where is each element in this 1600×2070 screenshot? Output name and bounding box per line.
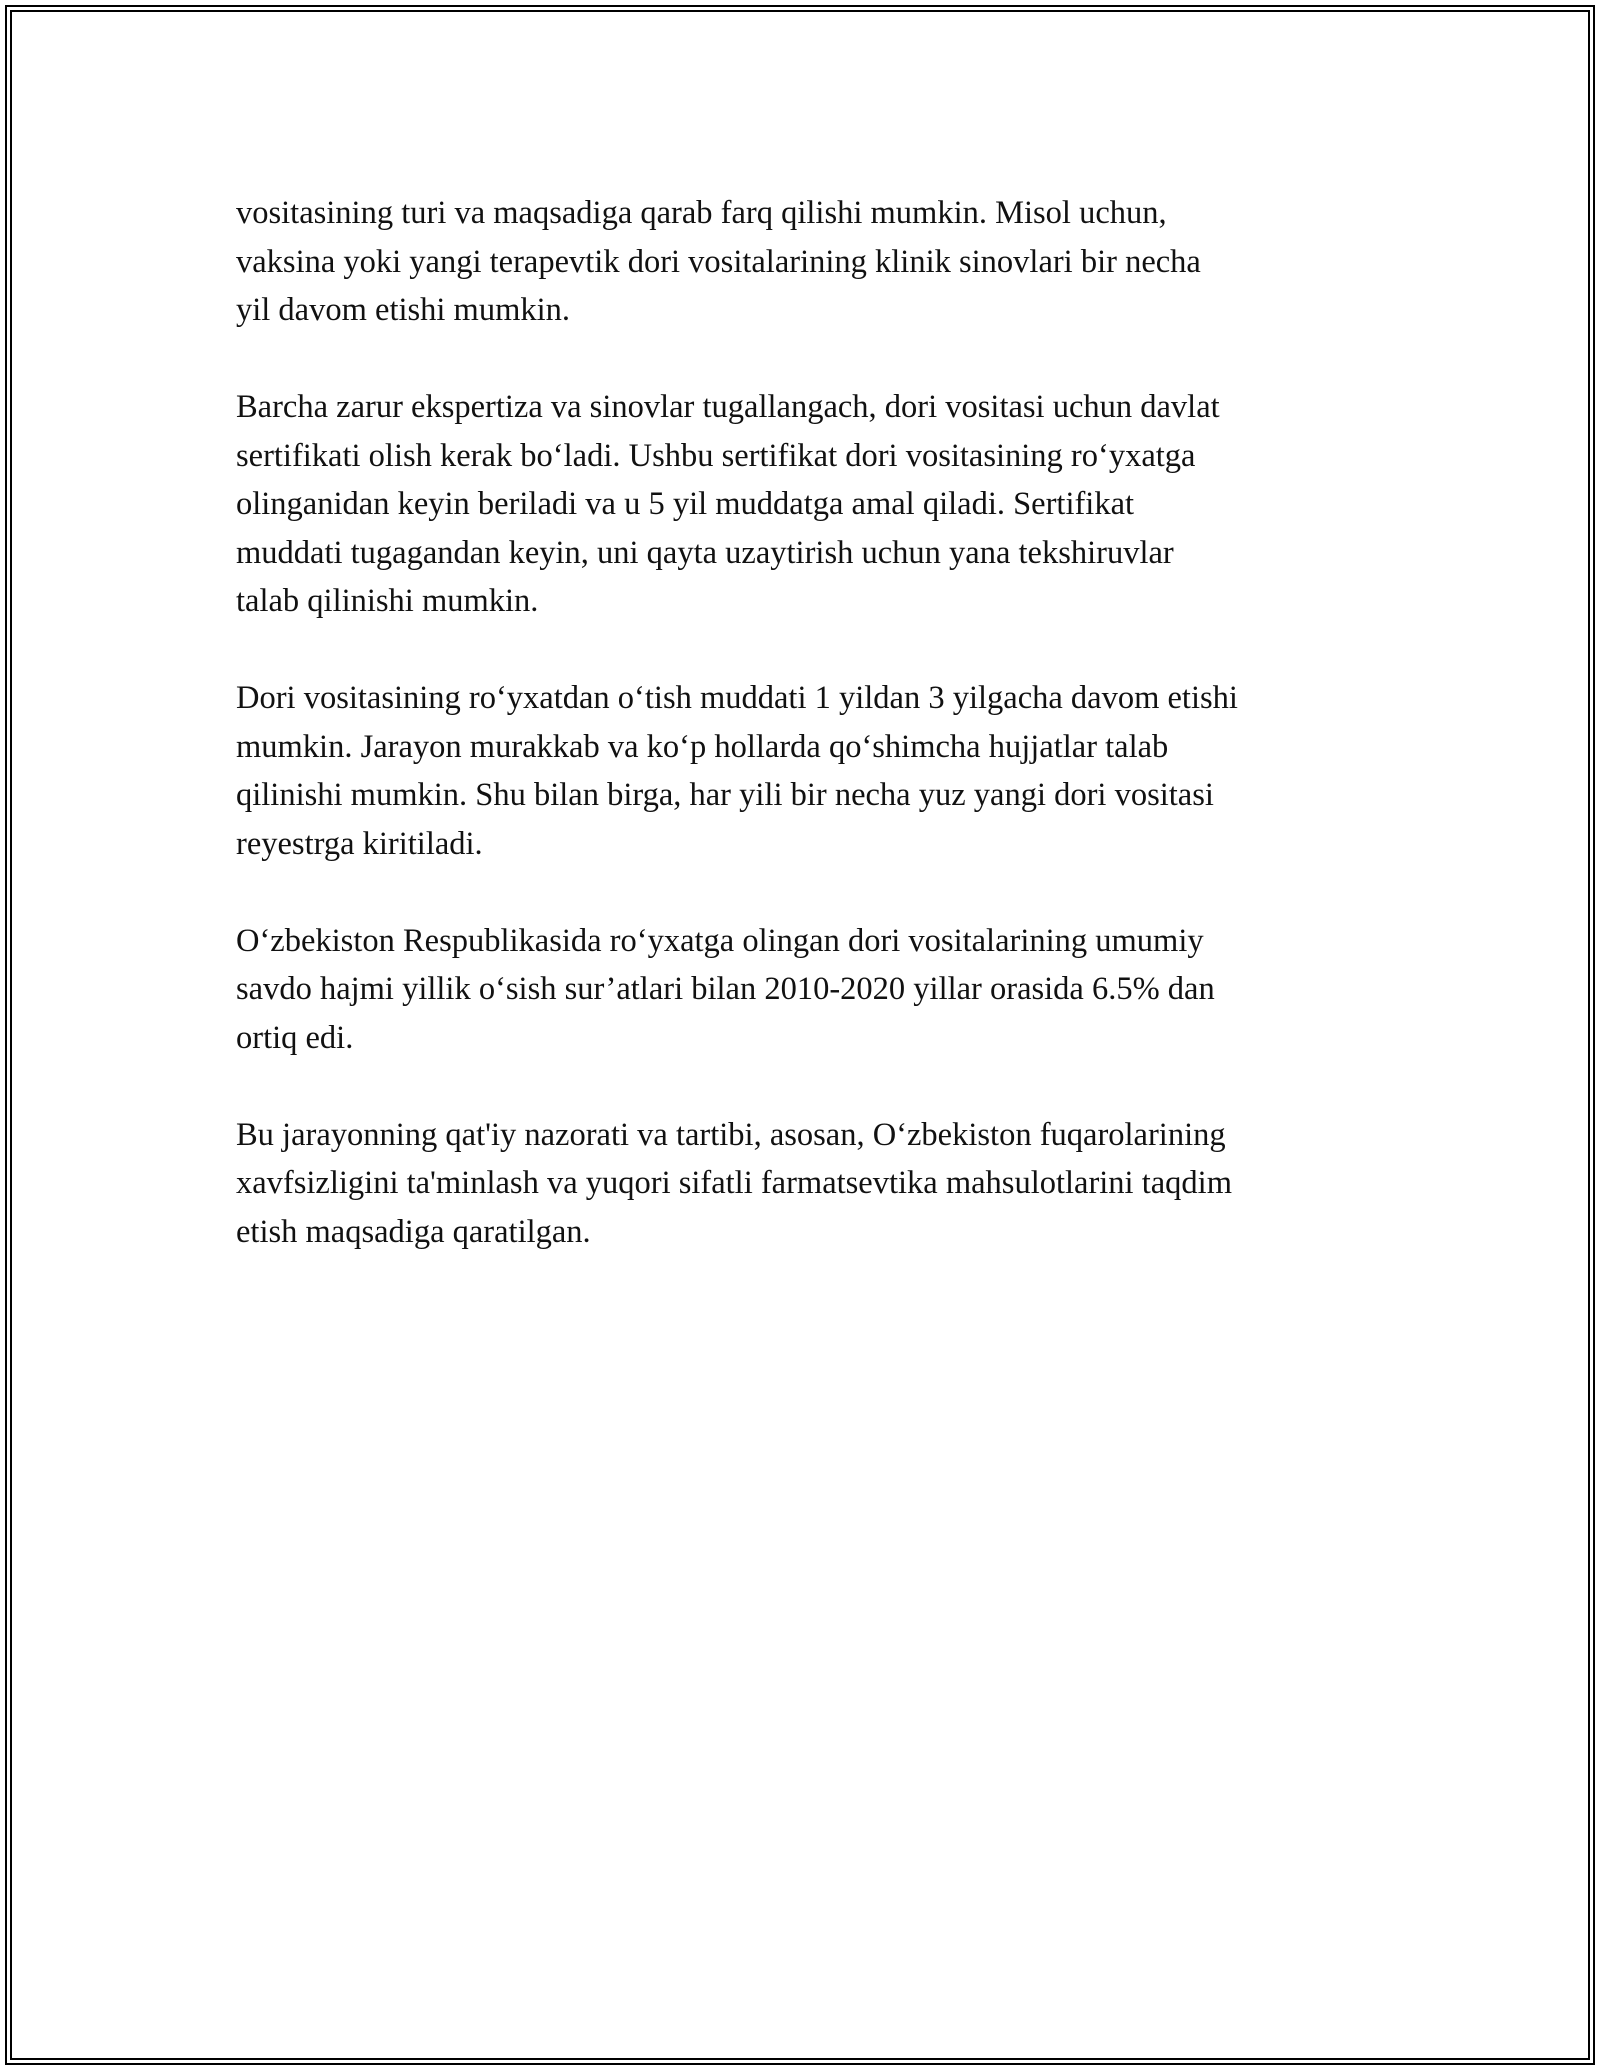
paragraph [236,674,1376,868]
text-line: vaksina yoki yangi terapevtik dori vositalarining klinik sinovlari bir necha [236,243,1201,280]
text-line: savdo hajmi yillik o‘sish sur’atlari bilan 2010-2020 yillar orasida 6.5% dan [236,971,1215,1007]
document-body [236,189,1376,1305]
text-line: ortiq edi. [236,1019,354,1056]
text-line: Bu jarayonning qat'iy nazorati va tartibi, asosan, O‘zbekiston fuqarolarining [236,1116,1226,1153]
text-line: O‘zbekiston Respublikasida ro‘yxatga olingan dori vositalarining umumiy [236,922,1204,959]
paragraph [236,917,1376,1063]
paragraph [236,1111,1376,1257]
text-line: mumkin. Jarayon murakkab va ko‘p hollarda qo‘shimcha hujjatlar talab [236,728,1169,765]
text-line: qilinishi mumkin. Shu bilan birga, har yili bir necha yuz yangi dori vositasi [236,777,1214,813]
text-line: yil davom etishi mumkin. [236,292,571,328]
text-line: sertifikati olish kerak bo‘ladi. Ushbu sertifikat dori vositasining ro‘yxatga [236,437,1196,474]
text-line: muddati tugagandan keyin, uni qayta uzaytirish uchun yana tekshiruvlar [236,534,1174,571]
text-line: talab qilinishi mumkin. [236,583,539,619]
paragraph [236,383,1376,626]
text-line: etish maqsadiga qaratilgan. [236,1213,591,1250]
text-line: Barcha zarur ekspertiza va sinovlar tugallangach, dori vositasi uchun davlat [236,389,1220,425]
text-line: vositasining turi va maqsadiga qarab farq qilishi mumkin. Misol uchun, [236,195,1167,231]
text-line: olinganidan keyin beriladi va u 5 yil muddatga amal qiladi. Sertifikat [236,486,1135,522]
text-line: xavfsizligini ta'minlash va yuqori sifatli farmatsevtika mahsulotlarini taqdim [236,1165,1232,1201]
paragraph [236,189,1376,335]
text-line: reyestrga kiritiladi. [236,825,483,862]
text-line: Dori vositasining ro‘yxatdan o‘tish muddati 1 yildan 3 yilgacha davom etishi [236,680,1238,716]
